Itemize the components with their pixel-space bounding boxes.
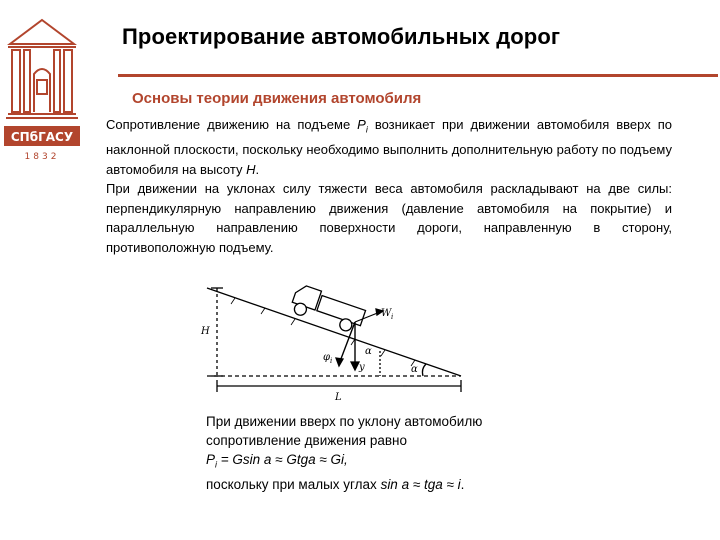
label-phi-sub: i <box>330 357 333 365</box>
university-logo <box>4 14 80 164</box>
paragraph-2: При движении на уклонах силу тяжести веса автомобиля раскладывают на две силы: перпендикулярную направлению движения (давление автомобиля на покрытие) и параллельную направлению поверхности дороги, направленную в сторону, противоположную подъему. <box>106 181 672 255</box>
label-h: H <box>201 326 210 337</box>
label-w: W <box>381 308 392 319</box>
caption-line-4 <box>206 475 482 494</box>
line4-formula: sin a ≈ tga ≈ i <box>380 476 461 492</box>
p1-end: . <box>255 161 260 177</box>
slope-line <box>207 288 461 376</box>
caption-formula <box>206 450 482 475</box>
title-divider <box>118 74 718 77</box>
label-y: y <box>359 362 365 373</box>
p1-symbol-sub: i <box>365 124 368 135</box>
logo-pediment <box>10 20 74 44</box>
line4-end: . <box>460 476 465 492</box>
caption-line-2: сопротивление движения равно <box>206 433 408 448</box>
page-title: Проектирование автомобильных дорог <box>122 24 561 49</box>
formula-sub: i <box>215 459 218 470</box>
label-alpha-right: α <box>411 364 418 375</box>
angle-arc <box>422 364 426 376</box>
slope-diagram <box>195 276 470 406</box>
label-l: L <box>335 392 342 403</box>
caption-line-1: При движении вверх по уклону автомобилю <box>206 414 483 429</box>
section-subtitle: Основы теории движения автомобиля <box>132 90 422 107</box>
paragraph-1 <box>106 115 672 179</box>
p1-height-symbol: H <box>246 161 256 177</box>
p1-text: Сопротивление движению на подъеме <box>106 117 358 132</box>
label-alpha-left: α <box>365 346 372 357</box>
line4-text: поскольку при малых углах <box>206 476 381 492</box>
logo-year: 1832 <box>24 152 60 162</box>
formula-p: P <box>206 452 216 467</box>
p1-rest: возникает при движении автомобиля вверх по наклонной плоскости, поскольку необходимо выполнить дополнительную работу по подъему автомобиля на высоту <box>106 117 672 177</box>
p1-symbol: P <box>357 117 366 132</box>
formula-rest: = Gsin a ≈ Gtga ≈ Gi, <box>217 452 348 467</box>
label-w-sub: i <box>391 313 394 321</box>
label-phi: φ <box>323 352 331 363</box>
logo-text: СПбГАСУ <box>10 130 74 144</box>
caption <box>206 412 482 494</box>
